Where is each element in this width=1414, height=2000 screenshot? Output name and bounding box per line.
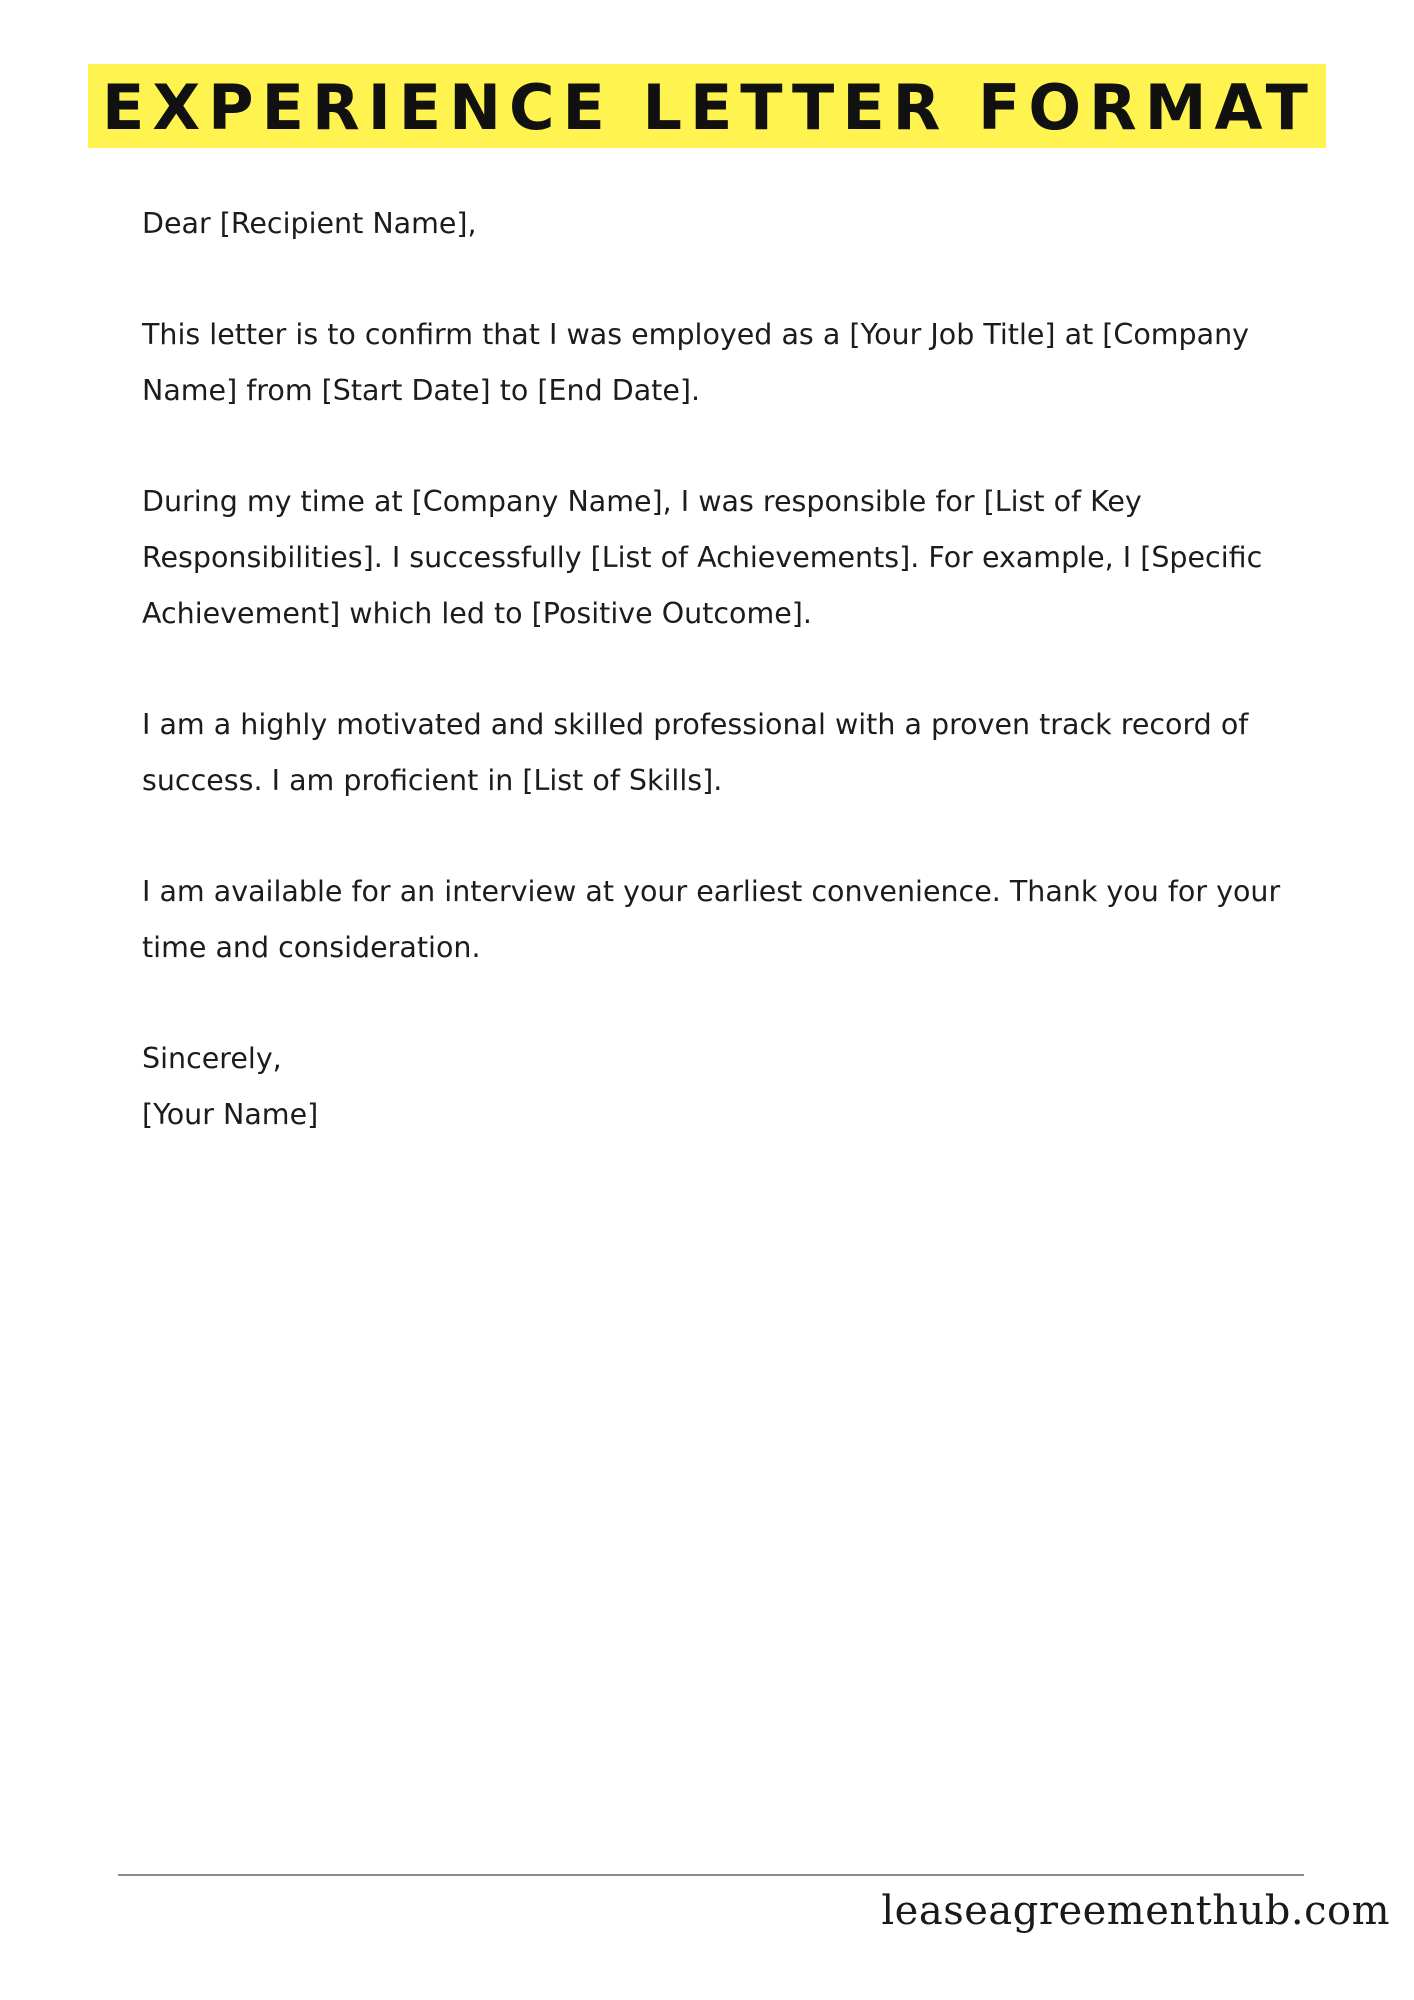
document-title: EXPERIENCE LETTER FORMAT [88,64,1326,148]
salutation: Dear [Recipient Name], [142,207,477,240]
paragraph-employment: This letter is to confirm that I was employed as a [Your Job Title] at [Company Name] from [Start Date] to [End Date]. [142,318,1250,407]
footer-divider [118,1874,1304,1876]
paragraph-skills: I am a highly motivated and skilled professional with a proven track record of success. I am proficient in [List of Skills]. [142,708,1249,797]
paragraph-availability: I am available for an interview at your earliest convenience. Thank you for your time and consideration. [142,875,1281,964]
title-wrapper [0,64,1414,148]
paragraph-responsibilities: During my time at [Company Name], I was responsible for [List of Key Responsibilities]. I successfully [List of Achievements]. For example, I [Specific Achievement] which led to [Positive Outcome]. [142,485,1263,630]
letter-body [142,196,1302,1143]
closing: Sincerely, [142,1042,282,1075]
footer-brand: leaseagreementhub.com [881,1888,1390,1934]
signature-name: [Your Name] [142,1098,319,1131]
